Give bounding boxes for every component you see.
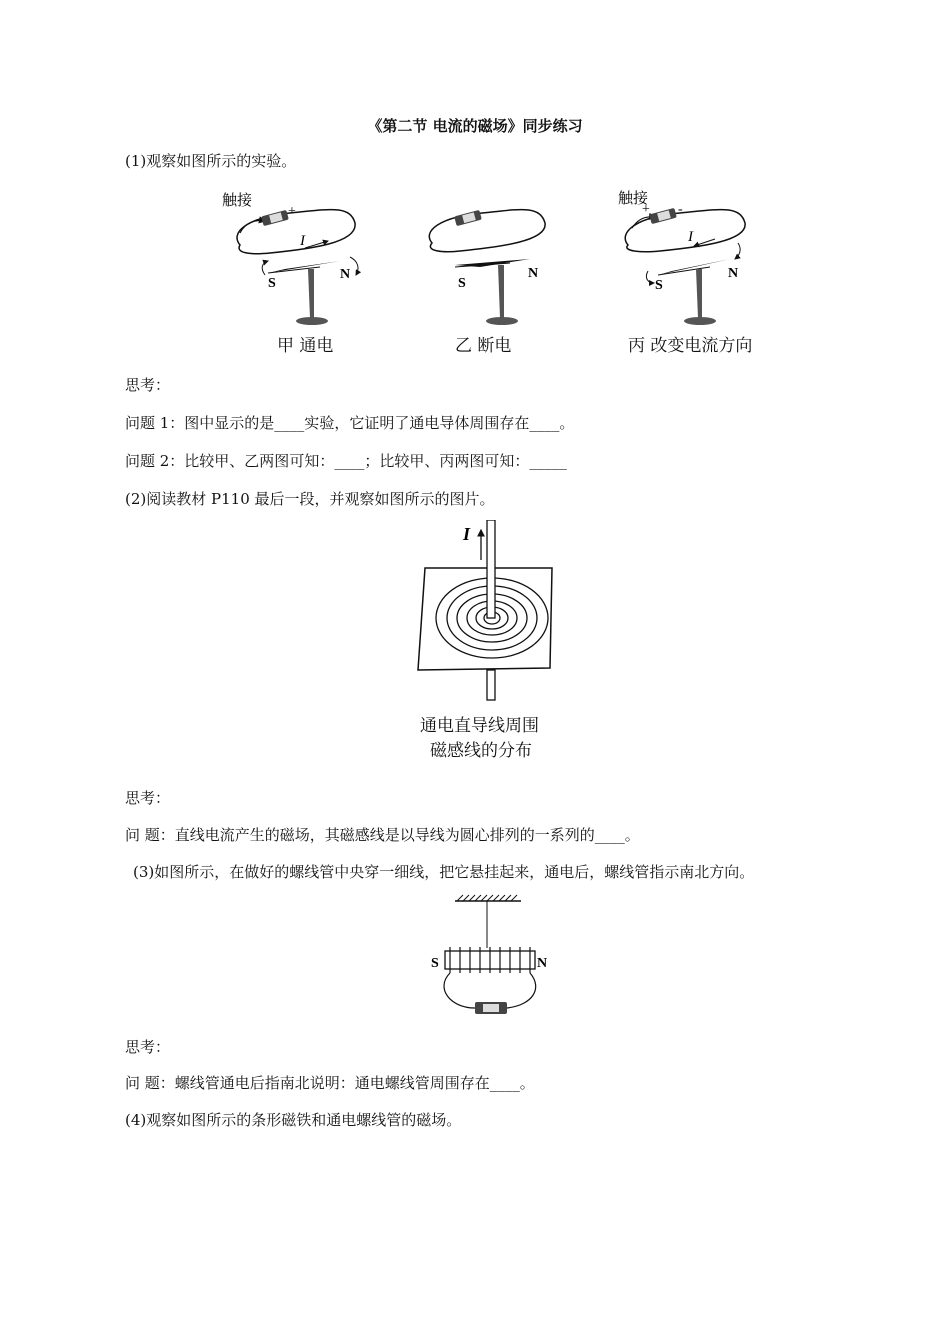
n-label-c: N: [728, 266, 739, 281]
solenoid-n-label: N: [537, 956, 548, 971]
touch-label-a: 触接: [222, 191, 253, 209]
s-label-a: S: [268, 276, 276, 291]
wire-caption-line2: 磁感线的分布: [430, 741, 532, 761]
battery-icon: [649, 208, 677, 224]
think-label-2: 思考：: [125, 789, 171, 807]
solenoid-figure: [425, 893, 565, 1023]
think-label-1: 思考：: [125, 376, 171, 394]
n-label-a: N: [340, 267, 351, 282]
question-section3: 问 题：螺线管通电后指南北说明：通电螺线管周围存在____。: [125, 1074, 535, 1092]
touch-label-c: 触接: [618, 189, 649, 207]
plus-sign-a: +: [288, 204, 296, 219]
minus-sign-c: -: [678, 202, 683, 217]
page-title: 《第二节 电流的磁场》同步练习: [367, 117, 583, 135]
current-label-wire: I: [463, 524, 471, 544]
section2-intro: (2)阅读教材 P110 最后一段，并观察如图所示的图片。: [125, 490, 495, 508]
straight-wire-field-figure: [410, 520, 570, 710]
panel-c-reversed: [618, 189, 745, 325]
battery-icon: [261, 210, 289, 226]
section1-intro: (1)观察如图所示的实验。: [125, 152, 297, 170]
battery-icon: [454, 210, 482, 226]
s-label-b: S: [458, 276, 466, 291]
question-1: 问题 1：图中显示的是____实验，它证明了通电导体周围存在____。: [125, 414, 575, 432]
section4-intro: (4)观察如图所示的条形磁铁和通电螺线管的磁场。: [125, 1111, 462, 1129]
n-label-b: N: [528, 266, 539, 281]
minus-sign-a: -: [255, 212, 260, 227]
caption-panel-a: 甲 通电: [277, 336, 334, 356]
current-label-a: I: [300, 233, 305, 249]
plus-sign-c: +: [642, 202, 650, 217]
question-section2: 问 题：直线电流产生的磁场，其磁感线是以导线为圆心排列的一系列的____。: [125, 826, 640, 844]
panel-a-powered: [222, 191, 358, 325]
solenoid-s-label: S: [431, 956, 439, 971]
current-label-c: I: [688, 229, 693, 245]
think-label-3: 思考：: [125, 1038, 171, 1056]
panel-b-unpowered: [429, 210, 545, 325]
question-2: 问题 2：比较甲、乙两图可知：____；比较甲、丙两图可知：_____: [125, 452, 567, 470]
oersted-experiment-figure: [210, 183, 810, 353]
battery-icon: [475, 1002, 507, 1014]
wire-caption-line1: 通电直导线周围: [420, 716, 539, 736]
section3-intro: (3)如图所示，在做好的螺线管中央穿一细线，把它悬挂起来，通电后，螺线管指示南北方向。: [133, 863, 755, 881]
caption-panel-c: 丙 改变电流方向: [628, 336, 753, 356]
caption-panel-b: 乙 断电: [455, 336, 512, 356]
s-label-c: S: [655, 278, 663, 293]
